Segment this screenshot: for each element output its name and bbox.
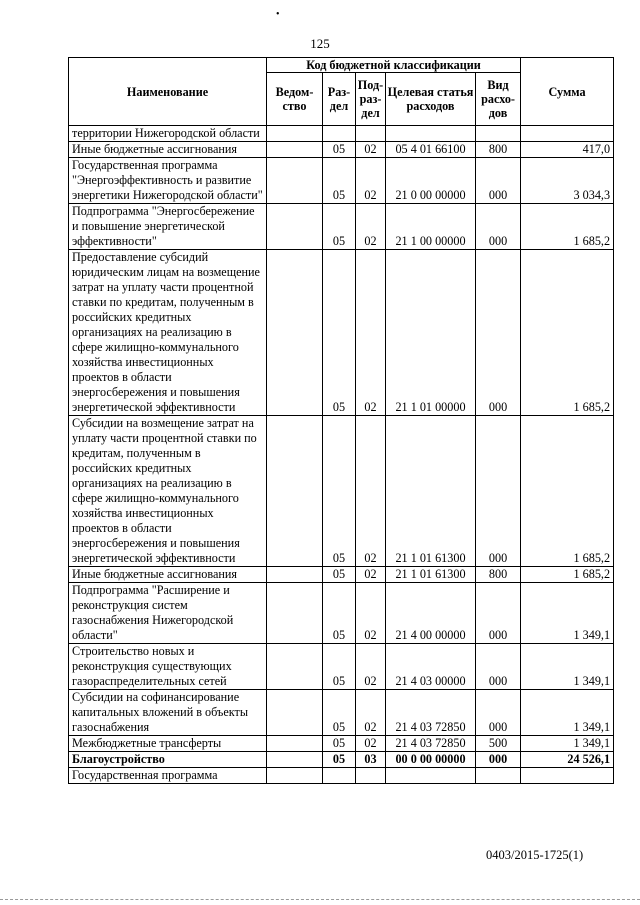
cell-subsection: 02: [356, 142, 386, 158]
cell-name: Государственная программа: [69, 768, 267, 784]
page-number: 125: [310, 36, 330, 51]
cell-target: 21 1 01 61300: [386, 416, 476, 567]
cell-section: 05: [323, 690, 356, 736]
header-name: Наименование: [69, 58, 267, 126]
cell-section: 05: [323, 158, 356, 204]
cell-kind: 000: [476, 204, 521, 250]
cell-amount: 1 349,1: [521, 644, 614, 690]
cell-target: [386, 768, 476, 784]
cell-target: 00 0 00 00000: [386, 752, 476, 768]
cell-name: Строительство новых и реконструкция существующих газораспределительных сетей: [69, 644, 267, 690]
cell-dept: [267, 644, 323, 690]
cell-kind: 000: [476, 250, 521, 416]
cell-subsection: 02: [356, 250, 386, 416]
table-row: [69, 752, 614, 768]
cell-dept: [267, 142, 323, 158]
cell-section: 05: [323, 250, 356, 416]
scan-mark: •: [276, 9, 280, 20]
header-amount: Сумма: [521, 58, 614, 126]
cell-kind: 000: [476, 583, 521, 644]
cell-target: 21 1 00 00000: [386, 204, 476, 250]
cell-kind: 000: [476, 752, 521, 768]
header-code-group: Код бюджетной классификации: [267, 58, 521, 73]
cell-target: 21 4 00 00000: [386, 583, 476, 644]
cell-section: 05: [323, 752, 356, 768]
cell-target: 21 1 01 61300: [386, 567, 476, 583]
table-row: [69, 158, 614, 204]
cell-kind: 500: [476, 736, 521, 752]
table-row: [69, 690, 614, 736]
cell-section: 05: [323, 142, 356, 158]
cell-dept: [267, 250, 323, 416]
cell-target: 21 4 03 72850: [386, 690, 476, 736]
cell-amount: 417,0: [521, 142, 614, 158]
table-row: [69, 768, 614, 784]
cell-section: [323, 126, 356, 142]
cell-amount: [521, 768, 614, 784]
cell-name: Межбюджетные трансферты: [69, 736, 267, 752]
cell-dept: [267, 204, 323, 250]
cell-kind: [476, 768, 521, 784]
cell-kind: 000: [476, 690, 521, 736]
cell-section: [323, 768, 356, 784]
table-row: [69, 416, 614, 567]
table-row: [69, 142, 614, 158]
cell-amount: 3 034,3: [521, 158, 614, 204]
cell-subsection: [356, 768, 386, 784]
table-row: [69, 204, 614, 250]
table-row: [69, 644, 614, 690]
cell-name: Субсидии на возмещение затрат на уплату части процентной ставки по кредитам, полученным в российских кредитных организациях на реализацию в сфере жилищно-коммунального хозяйства инвестиционных проектов в области энергосбережения и повышения энергетической эффективности: [69, 416, 267, 567]
cell-kind: 000: [476, 644, 521, 690]
cell-section: 05: [323, 567, 356, 583]
cell-section: 05: [323, 644, 356, 690]
scan-edge-line: [0, 899, 640, 900]
document-code: 0403/2015-1725(1): [486, 848, 584, 862]
cell-target: 21 4 03 72850: [386, 736, 476, 752]
cell-kind: 000: [476, 416, 521, 567]
cell-name: Предоставление субсидий юридическим лицам на возмещение затрат на уплату части процентной ставки по кредитам, полученным в российских кредитных организациях на реализацию в сфере жилищно-коммунального хозяйства инвестиционных проектов в области энергосбережения и повышения энергетической эффективности: [69, 250, 267, 416]
cell-dept: [267, 583, 323, 644]
cell-dept: [267, 416, 323, 567]
cell-target: 21 4 03 00000: [386, 644, 476, 690]
table-row: [69, 250, 614, 416]
cell-amount: 1 349,1: [521, 583, 614, 644]
table-row: [69, 583, 614, 644]
header-target: Целевая статья расходов: [386, 73, 476, 126]
cell-name: Подпрограмма "Энергосбережение и повышение энергетической эффективности": [69, 204, 267, 250]
cell-name: Иные бюджетные ассигнования: [69, 142, 267, 158]
cell-subsection: 03: [356, 752, 386, 768]
cell-amount: 1 685,2: [521, 204, 614, 250]
cell-dept: [267, 768, 323, 784]
cell-subsection: 02: [356, 736, 386, 752]
cell-target: 21 1 01 00000: [386, 250, 476, 416]
header-kind: Вид расхо-дов: [476, 73, 521, 126]
cell-dept: [267, 752, 323, 768]
cell-subsection: 02: [356, 567, 386, 583]
table-row: [69, 126, 614, 142]
cell-dept: [267, 126, 323, 142]
table-body: [69, 126, 614, 784]
cell-section: 05: [323, 416, 356, 567]
cell-dept: [267, 567, 323, 583]
cell-kind: 800: [476, 567, 521, 583]
cell-name: Подпрограмма "Расширение и реконструкция систем газоснабжения Нижегородской области": [69, 583, 267, 644]
cell-subsection: 02: [356, 416, 386, 567]
cell-dept: [267, 736, 323, 752]
cell-amount: 1 685,2: [521, 416, 614, 567]
cell-target: 05 4 01 66100: [386, 142, 476, 158]
cell-section: 05: [323, 204, 356, 250]
cell-name: Государственная программа "Энергоэффективность и развитие энергетики Нижегородской области": [69, 158, 267, 204]
header-subsection: Под-раз-дел: [356, 73, 386, 126]
cell-amount: 1 349,1: [521, 690, 614, 736]
cell-dept: [267, 690, 323, 736]
cell-amount: 24 526,1: [521, 752, 614, 768]
cell-subsection: 02: [356, 644, 386, 690]
cell-name: Субсидии на софинансирование капитальных вложений в объекты газоснабжения: [69, 690, 267, 736]
cell-kind: 800: [476, 142, 521, 158]
cell-amount: 1 685,2: [521, 567, 614, 583]
cell-subsection: 02: [356, 158, 386, 204]
header-section: Раз-дел: [323, 73, 356, 126]
budget-table: [68, 57, 614, 784]
cell-subsection: 02: [356, 583, 386, 644]
cell-target: 21 0 00 00000: [386, 158, 476, 204]
cell-subsection: 02: [356, 690, 386, 736]
header-dept: Ведом-ство: [267, 73, 323, 126]
cell-subsection: 02: [356, 204, 386, 250]
cell-name: Благоустройство: [69, 752, 267, 768]
table-row: [69, 567, 614, 583]
cell-amount: 1 349,1: [521, 736, 614, 752]
cell-amount: [521, 126, 614, 142]
cell-kind: 000: [476, 158, 521, 204]
cell-section: 05: [323, 583, 356, 644]
cell-kind: [476, 126, 521, 142]
cell-name: Иные бюджетные ассигнования: [69, 567, 267, 583]
table-row: [69, 736, 614, 752]
header-row-top: [69, 58, 614, 73]
cell-amount: 1 685,2: [521, 250, 614, 416]
cell-dept: [267, 158, 323, 204]
cell-section: 05: [323, 736, 356, 752]
cell-name: территории Нижегородской области: [69, 126, 267, 142]
cell-target: [386, 126, 476, 142]
cell-subsection: [356, 126, 386, 142]
